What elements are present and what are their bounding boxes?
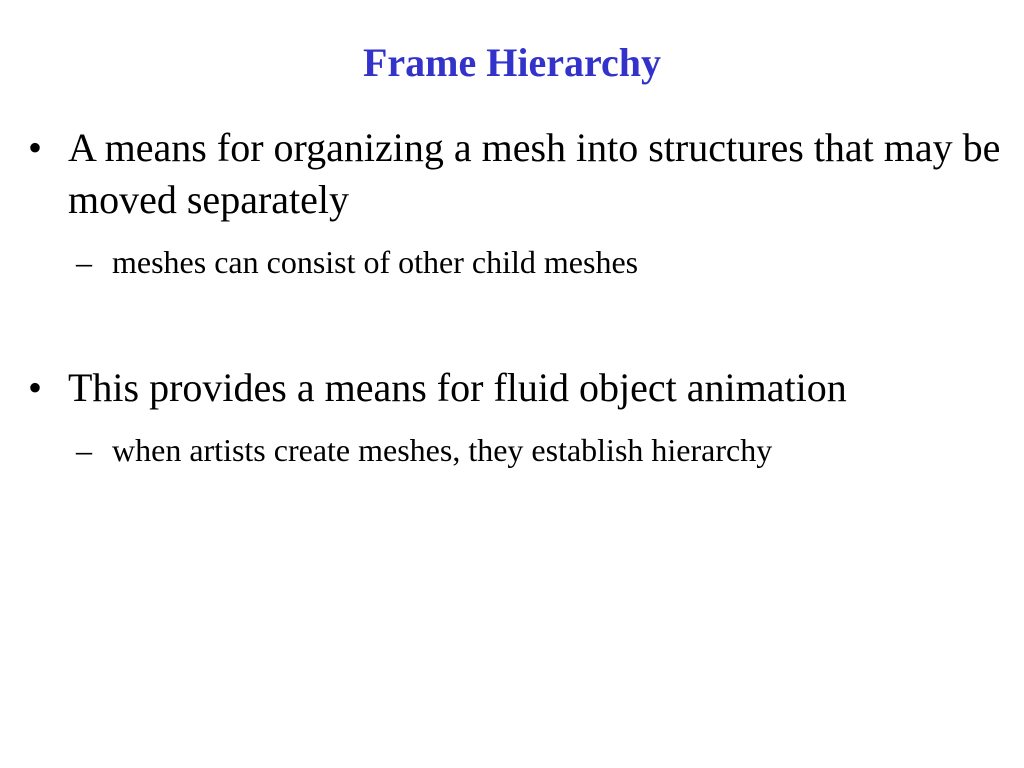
bullet-item [28, 362, 1008, 414]
bullet-text: This provides a means for fluid object animation [68, 365, 847, 410]
slide-title: Frame Hierarchy [362, 40, 662, 85]
sub-bullet-marker: – [76, 244, 92, 280]
sub-bullet-item [76, 430, 1016, 470]
bullet-item [28, 122, 1008, 226]
sub-bullet-text: meshes can consist of other child meshes [112, 244, 639, 280]
sub-bullet-item [76, 242, 1016, 282]
bullet-marker: • [28, 125, 43, 170]
bullet-marker: • [28, 365, 43, 410]
sub-bullet-text: when artists create meshes, they establish hierarchy [112, 432, 773, 468]
bullet-text: A means for organizing a mesh into structures that may be moved separately [68, 125, 1001, 222]
sub-bullet-marker: – [76, 432, 92, 468]
